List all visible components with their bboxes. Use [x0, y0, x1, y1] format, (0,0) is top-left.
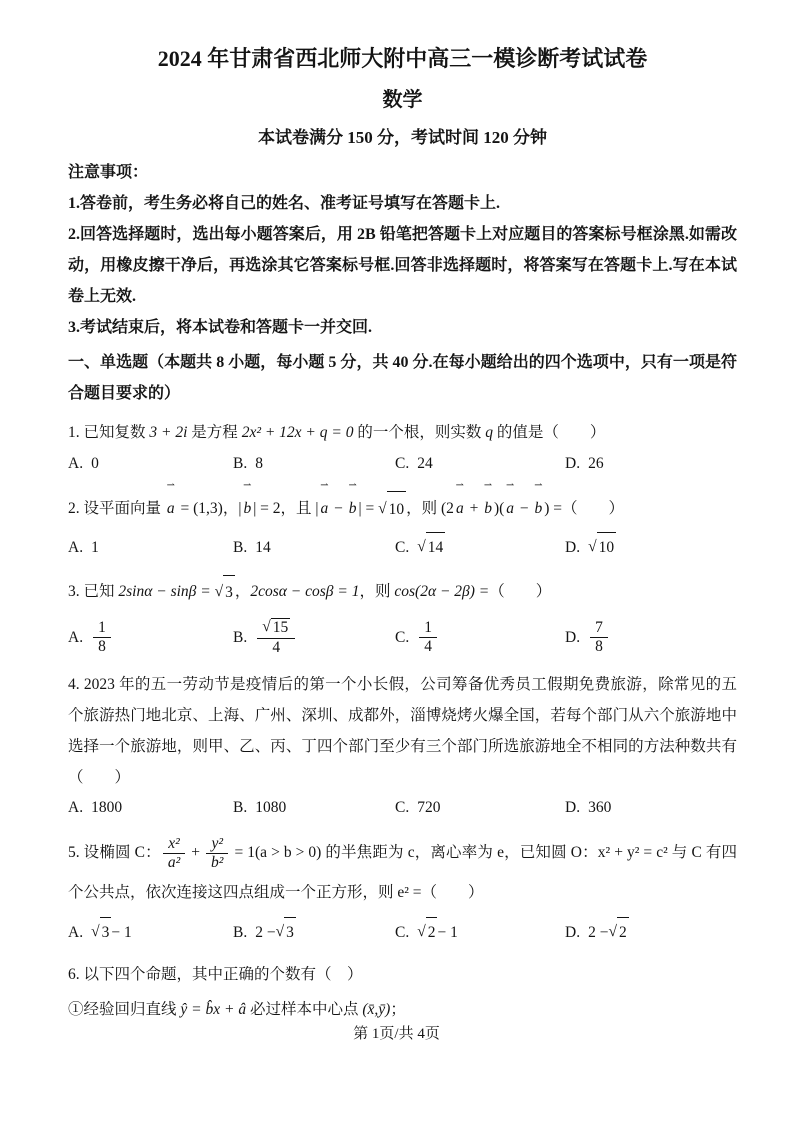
option-value: 0: [91, 455, 99, 472]
square-root: [276, 917, 296, 948]
option-value: 1800: [91, 799, 123, 817]
numerator: 1: [93, 619, 111, 639]
vector-a: [320, 480, 329, 527]
numerator: [257, 618, 295, 639]
radical-sign-icon: √: [588, 538, 597, 555]
radical-sign-icon: √: [262, 618, 271, 635]
q3-math: cos(2α − 2β) =: [394, 583, 490, 600]
option-5b: [233, 917, 395, 948]
option-label: A.: [68, 923, 84, 941]
question-1-stem: [68, 417, 737, 449]
q1-math-complex: 3 + 2i: [149, 424, 188, 441]
radical-sign-icon: √: [91, 923, 100, 941]
vector-arrow-icon: ⇀: [166, 480, 175, 491]
q1-math-variable: q: [485, 424, 493, 441]
q1-math-equation: 2x² + 12x + q = 0: [241, 424, 354, 441]
q1-text: 是方程: [187, 424, 242, 441]
question-3-stem: [68, 575, 737, 610]
page-title: 2024 年甘肃省西北师大附中高三一模诊断考试试卷: [157, 46, 648, 71]
option-label: D.: [565, 923, 581, 941]
q3-text: ，: [234, 583, 251, 600]
q2-text: 2. 设平面向量: [68, 500, 165, 517]
question-2-options: [68, 532, 737, 563]
option-2b: [233, 532, 395, 563]
denominator: 4: [272, 638, 281, 656]
vector-arrow-icon: ⇀: [534, 480, 543, 491]
option-value: 360: [588, 799, 612, 817]
radicand: 15: [272, 619, 289, 636]
square-root: [608, 917, 628, 948]
option-label: A.: [68, 628, 84, 646]
radicand: 14: [426, 532, 446, 563]
fraction: [419, 619, 437, 657]
q2-text: | =: [358, 500, 379, 517]
option-3b: [233, 618, 395, 657]
option-value: 24: [417, 455, 433, 472]
radicand: 3: [284, 917, 296, 948]
option-label: A.: [68, 455, 84, 472]
option-label: D.: [565, 538, 581, 556]
subject-title: 数学: [382, 89, 423, 111]
vector-b: [243, 480, 252, 527]
vector-arrow-icon: ⇀: [455, 480, 465, 491]
fraction: [206, 835, 228, 873]
notice-heading: 注意事项：: [68, 164, 149, 181]
square-root: [417, 532, 445, 563]
option-label: C.: [395, 538, 410, 556]
numerator: 1: [419, 619, 437, 639]
vector-letter: a: [320, 500, 329, 517]
option-value: 2 −: [255, 923, 276, 941]
denominator: 8: [595, 638, 603, 656]
square-root: [91, 917, 111, 948]
section-heading: 一、单选题（本题共 8 小题，每小题 5 分，共 40 分.在每小题给出的四个选项中，只有一项是符合题目要求的）: [68, 354, 737, 402]
option-label: A.: [68, 799, 84, 817]
q2-text: ) =（ ）: [544, 500, 625, 517]
radical-sign-icon: √: [378, 500, 387, 517]
option-label: B.: [233, 799, 248, 817]
option-value: − 1: [437, 923, 458, 941]
option-label: C.: [395, 799, 410, 817]
option-label: A.: [68, 538, 84, 556]
q1-text: 的一个根，则实数: [353, 424, 486, 441]
exam-info: 本试卷满分 150 分，考试时间 120 分钟: [258, 128, 547, 147]
vector-arrow-icon: ⇀: [243, 480, 252, 491]
q2-text: −: [330, 500, 347, 517]
option-1a: [68, 451, 233, 477]
fraction: [257, 618, 295, 657]
option-5a: [68, 917, 233, 948]
vector-arrow-icon: ⇀: [320, 480, 329, 491]
q1-text: 1. 已知复数: [68, 424, 150, 441]
question-5-options: [68, 917, 737, 948]
square-root: [215, 575, 235, 610]
q2-text: )(: [493, 500, 505, 517]
question-3-options: [68, 618, 737, 657]
option-2c: [395, 532, 565, 563]
q6-math-regression: ŷ = b̂x + â: [180, 1001, 247, 1019]
q3-math: 2sinα − sinβ =: [118, 583, 215, 600]
option-4c: [395, 795, 565, 821]
q5-text: = 1(a > b > 0) 的半焦距为 c，离心率为 e，已知圆 O：x² + y² = c² 与 C 有四个公共点，依次连接这四点组成一个正方形，则 e² =（ ）: [68, 844, 737, 902]
vector-b: [348, 480, 357, 527]
option-3d: [565, 618, 737, 657]
option-3c: [395, 618, 565, 657]
q2-text: = (1,3)，|: [176, 500, 242, 517]
radical-sign-icon: √: [214, 583, 224, 600]
vector-arrow-icon: ⇀: [505, 480, 515, 491]
notice-section: [68, 158, 737, 343]
vector-b: [534, 480, 543, 527]
q6-text: 必过样本中心点: [246, 1001, 363, 1019]
option-label: D.: [565, 455, 581, 472]
option-4d: [565, 795, 737, 821]
option-value: 1080: [255, 799, 287, 817]
q2-text: −: [516, 500, 533, 517]
vector-letter: b: [243, 500, 252, 517]
option-1d: [565, 451, 737, 477]
radicand: 2: [617, 917, 629, 948]
page-number-footer: 第 1页/共 4页: [353, 1026, 440, 1042]
fraction: [93, 619, 111, 657]
option-value: 2 −: [588, 923, 609, 941]
q2-text: | = 2，且 |: [253, 500, 319, 517]
vector-arrow-icon: ⇀: [483, 480, 493, 491]
denominator: b²: [211, 854, 224, 872]
option-value: 720: [417, 799, 441, 817]
option-1c: [395, 451, 565, 477]
vector-letter: b: [348, 500, 357, 517]
option-label: B.: [233, 628, 248, 646]
fraction: [163, 835, 185, 873]
vector-a: [505, 480, 515, 527]
q3-math: 2cosα − cosβ = 1: [250, 583, 360, 600]
square-root: [588, 532, 616, 563]
option-1b: [233, 451, 395, 477]
vector-letter: a: [506, 500, 515, 517]
vector-letter: a: [455, 500, 464, 517]
question-1-options: [68, 451, 737, 477]
notice-item-1: 1.答卷前，考生务必将自己的姓名、准考证号填写在答题卡上.: [68, 195, 501, 212]
radical-sign-icon: √: [417, 538, 426, 555]
radicand: 3: [223, 575, 235, 610]
option-label: C.: [395, 455, 410, 472]
q6-text: ①经验回归直线: [68, 1001, 181, 1019]
option-value: 8: [255, 455, 263, 472]
question-4-options: [68, 795, 737, 821]
question-2-stem: [68, 480, 737, 528]
option-4a: [68, 795, 233, 821]
option-5d: [565, 917, 737, 948]
square-root: [378, 491, 406, 528]
q6-math-center-point: (x̄,ȳ): [362, 1001, 391, 1019]
option-label: C.: [395, 923, 410, 941]
square-root: [262, 618, 290, 638]
vector-b: [483, 480, 493, 527]
option-value: 26: [588, 455, 604, 472]
square-root: [417, 917, 437, 948]
radicand: 10: [597, 532, 617, 563]
q1-text: 的值是（ ）: [493, 424, 606, 441]
vector-a: [166, 480, 175, 527]
radicand: 3: [100, 917, 112, 948]
denominator: 8: [98, 638, 106, 656]
option-label: B.: [233, 923, 248, 941]
numerator: x²: [163, 835, 185, 855]
vector-a: [455, 480, 465, 527]
option-value: 14: [255, 538, 271, 556]
q3-text: 3. 已知: [68, 583, 119, 600]
option-label: C.: [395, 628, 410, 646]
vector-letter: b: [484, 500, 492, 517]
option-5c: [395, 917, 565, 948]
q5-text: +: [187, 844, 205, 862]
question-5-stem: [68, 833, 737, 913]
vector-arrow-icon: ⇀: [348, 480, 357, 491]
option-4b: [233, 795, 395, 821]
q3-text: ，则: [359, 583, 395, 600]
question-4-stem: 4. 2023 年的五一劳动节是疫情后的第一个小长假，公司筹备优秀员工假期免费旅游，除常见的五个旅游热门地北京、上海、广州、深圳、成都外，淄博烧烤火爆全国，若每个部门从六个旅游地中选择一个旅游地，则甲、乙、丙、丁四个部门至少有三个部门所选旅游地全不相同的方法种数共有（ ）: [68, 676, 737, 787]
notice-item-2: 2.回答选择题时，选出每小题答案后，用 2B 铅笔把答题卡上对应题目的答案标号框涂黑.如需改动，用橡皮擦干净后，再选涂其它答案标号框.回答非选择题时，将答案写在答题卡上.写在本试卷上无效.: [68, 226, 737, 305]
option-3a: [68, 618, 233, 657]
q6-text: ；: [390, 1001, 406, 1019]
vector-letter: b: [534, 500, 543, 517]
question-6-stem: 6. 以下四个命题，其中正确的个数有（ ）: [68, 966, 363, 984]
radical-sign-icon: √: [417, 923, 426, 941]
q2-text: ，则 (2: [406, 500, 454, 517]
vector-letter: a: [166, 500, 175, 517]
q2-text: +: [465, 500, 483, 517]
denominator: a²: [167, 854, 181, 872]
notice-item-3: 3.考试结束后，将本试卷和答题卡一并交回.: [68, 319, 373, 336]
option-label: D.: [565, 799, 581, 817]
option-label: B.: [233, 455, 248, 472]
option-2d: [565, 532, 737, 563]
q5-text: 5. 设椭圆 C：: [68, 844, 161, 862]
q3-text: （ ）: [489, 583, 552, 600]
denominator: 4: [424, 638, 432, 656]
option-2a: [68, 532, 233, 563]
numerator: y²: [206, 835, 228, 855]
option-value: 1: [91, 538, 99, 556]
radicand: 10: [387, 491, 407, 528]
option-value: − 1: [111, 923, 132, 941]
option-label: D.: [565, 628, 581, 646]
option-label: B.: [233, 538, 248, 556]
radical-sign-icon: √: [608, 923, 617, 941]
radical-sign-icon: √: [275, 923, 285, 941]
fraction: [590, 619, 608, 657]
numerator: 7: [590, 619, 608, 639]
radicand: 2: [426, 917, 438, 948]
